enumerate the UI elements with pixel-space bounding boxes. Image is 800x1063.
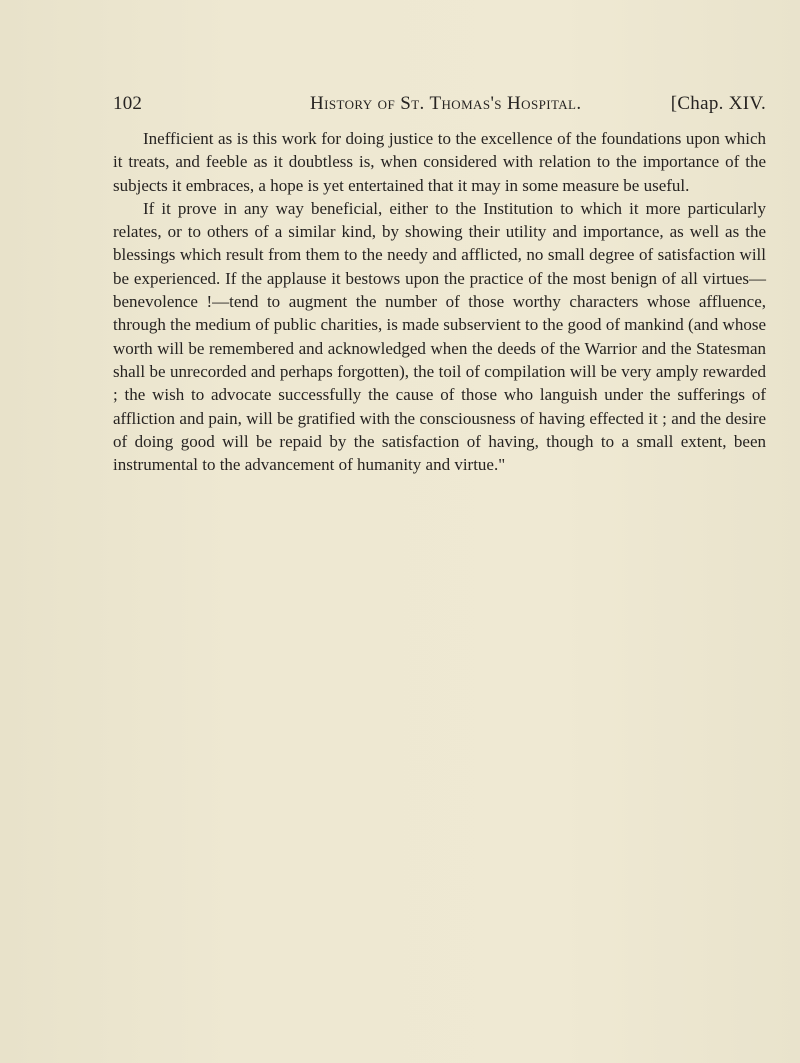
paragraph-2: If it prove in any way beneficial, either to the Institution to which it more particularly relates, or to others of a similar kind, by showing their utility and importance, as well as the blessings which result from them to the needy and afflicted, no small degree of satisfaction will be experienced. If the applause it bestows upon the practice of the most benign of all virtues—benevolence !—tend to augment the number of those worthy characters whose affluence, through the medium of public charities, is made subservient to the good of mankind (and whose worth will be remembered and acknowledged when the deeds of the Warrior and the Statesman shall be unrecorded and perhaps forgotten), the toil of compilation will be very amply rewarded ; the wish to advocate successfully the cause of those who languish under the sufferings of affliction and pain, will be gratified with the consciousness of having effected it ; and the desire of doing good will be repaid by the satisfaction of having, though to a small extent, been instrumental to the advancement of humanity and virtue." bbox=[113, 198, 766, 475]
running-header bbox=[113, 92, 766, 116]
chapter-label: [Chap. XIV. bbox=[670, 93, 766, 114]
running-title: History of St. Thomas's Hospital. bbox=[310, 93, 582, 114]
body-text bbox=[113, 127, 766, 476]
page-number: 102 bbox=[113, 93, 143, 114]
paragraph-1: Inefficient as is this work for doing justice to the excellence of the foundations upon which it treats, and feeble as it doubtless is, when considered with relation to the importance of the subjects it embraces, a hope is yet entertained that it may in some measure be useful. bbox=[113, 129, 766, 195]
